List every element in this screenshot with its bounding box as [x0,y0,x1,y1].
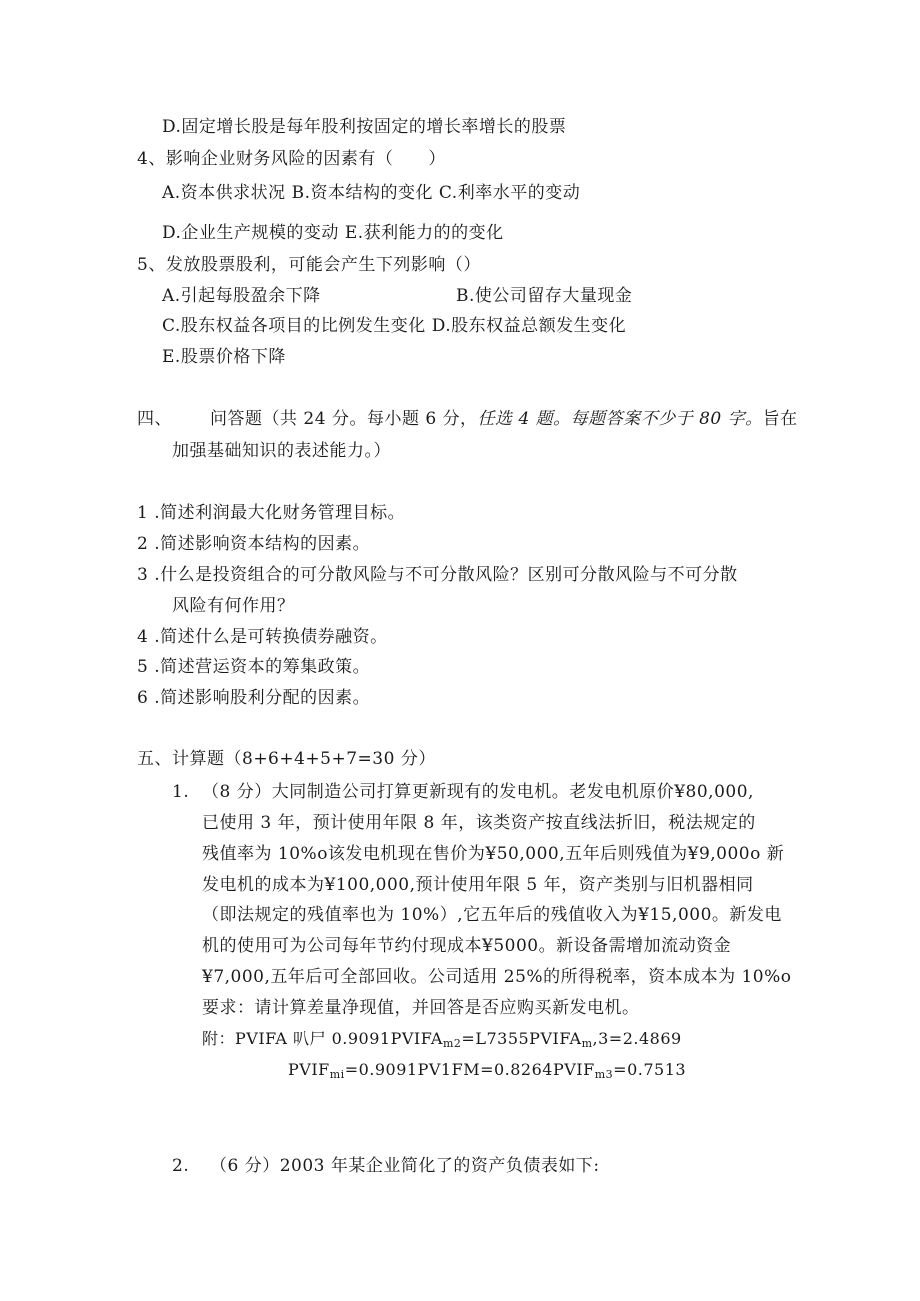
section-4-intro-line2: 加强基础知识的表述能力。） [172,441,391,461]
appendix-2-sub-a: mi [329,1068,345,1081]
section-4-item-3-cont: 风险有何作用？ [172,596,295,616]
problem-1-line-4: 发电机的成本为¥100,000,预计使用年限 5 年，资产类别与旧机器相同 [202,875,754,895]
section-4-intro-tail: 旨在 [762,409,798,429]
problem-1-line-1: （8 分）大同制造公司打算更新现有的发电机。老发电机原价¥80,000, [202,782,754,802]
problem-2-text: （6 分）2003 年某企业简化了的资产负债表如下: [210,1156,600,1176]
section-4-number: 四、 [137,409,172,429]
question-5-option-b: B.使公司留存大量现金 [456,286,633,306]
problem-1-line-5: （即法规定的残值率也为 10%）,它五年后的残值收入为¥15,000。新发电 [202,905,782,925]
question-5-stem: 5、发放股票股利，可能会产生下列影响（） [137,255,481,275]
appendix-2-part-a: PVIF [288,1060,330,1079]
section-4-item-6: 6 .简述影响股利分配的因素。 [137,688,371,708]
problem-1-line-7: ¥7,000,五年后可全部回收。公司适用 25%的所得税率，资本成本为 10%o [202,967,792,987]
section-4-item-2: 2 .简述影响资本结构的因素。 [137,534,371,554]
question-4-stem: 4、影响企业财务风险的因素有（ ） [137,149,446,169]
question-5-option-a: A.引起每股盈余下降 [162,286,321,306]
appendix-2-part-c: =0.7513 [613,1060,687,1079]
appendix-1-sub-a: m2 [442,1037,462,1050]
question-4-options-line2: D.企业生产规模的变动 E.获利能力的的变化 [162,223,504,243]
section-4-item-1: 1 .简述利润最大化财务管理目标。 [137,503,406,523]
problem-1-line-2: 已使用 3 年，预计使用年限 8 年，该类资产按直线法折旧，税法规定的 [202,813,756,833]
section-4-item-5: 5 .简述营运资本的筹集政策。 [137,657,371,677]
problem-1-line-8: 要求：请计算差量净现值，并回答是否应购买新发电机。 [202,998,640,1018]
section-5-title: 五、计算题（8+6+4+5+7=30 分） [137,749,436,769]
problem-2-number: 2. [172,1156,190,1176]
problem-1-number: 1. [172,782,190,802]
question-5-options-cd: C.股东权益各项目的比例发生变化 D.股东权益总额发生变化 [162,316,627,336]
section-4-item-3: 3 .什么是投资组合的可分散风险与不可分散风险？区别可分散风险与不可分散 [137,565,738,585]
section-4-intro [210,408,798,430]
appendix-1-part-b: =L7355PVIFA [461,1029,582,1048]
question-5-option-e: E.股票价格下降 [162,347,286,367]
problem-1-appendix-1 [202,1028,682,1055]
q3-option-d: D.固定增长股是每年股利按固定的增长率增长的股票 [162,117,567,137]
question-4-options-line1: A.资本供求状况 B.资本结构的变化 C.利率水平的变动 [162,183,581,203]
appendix-1-part-a: 附：PVIFA 叭尸 0.9091PVIFA [202,1029,443,1048]
appendix-2-sub-b: m3 [594,1068,614,1081]
problem-1-appendix-2 [288,1059,686,1086]
appendix-1-part-c: ,3=2.4869 [592,1029,682,1048]
appendix-1-sub-b: m [581,1037,593,1050]
problem-1-line-3: 残值率为 10%o该发电机现在售价为¥50,000,五年后则残值为¥9,000o 新 [202,844,785,864]
section-4-intro-plain: 问答题（共 24 分。每小题 6 分， [210,409,478,429]
section-4-item-4: 4 .简述什么是可转换债券融资。 [137,627,388,647]
section-4-intro-italic: 任选 4 题。每题答案不少于 80 字。 [477,409,763,429]
appendix-2-part-b: =0.9091PV1FM=0.8264PVIF [344,1060,595,1079]
problem-1-line-6: 机的使用可为公司每年节约付现成本¥5000。新设备需增加流动资金 [202,936,732,956]
